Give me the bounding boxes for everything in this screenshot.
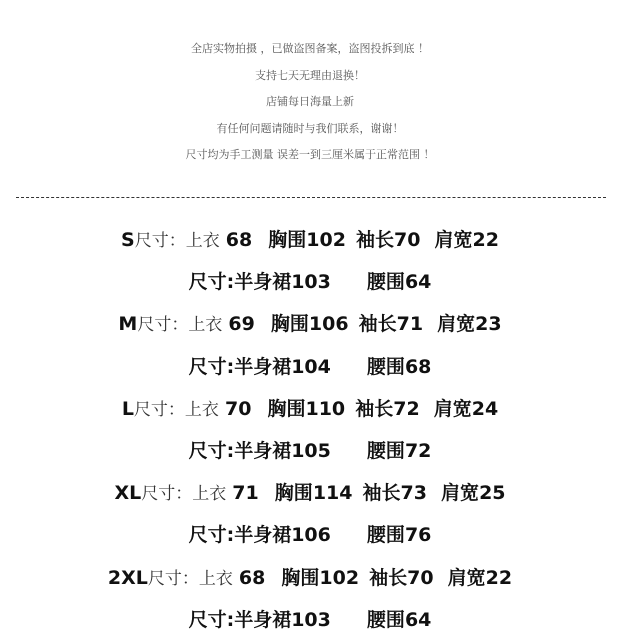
skirt-label: 尺寸:半身裙 xyxy=(188,271,292,294)
size-block-xl xyxy=(0,475,620,559)
skirt-measure-row xyxy=(0,517,620,559)
skirt-label: 尺寸:半身裙 xyxy=(188,439,292,462)
top-length-value: 70 xyxy=(224,397,252,420)
size-label: 尺寸 xyxy=(134,231,169,251)
size-code: 2XL xyxy=(107,566,148,589)
top-length-value: 69 xyxy=(228,313,255,336)
sleeve-label: 袖长 xyxy=(369,566,408,589)
size-block-l xyxy=(0,391,620,475)
shoulder-value: 22 xyxy=(472,229,499,251)
bust-value: 102 xyxy=(306,229,346,251)
notice-real-photos: 全店实物拍摄 ，已做盗图备案，盗图投拆到底 ！ xyxy=(191,42,429,55)
store-notices xyxy=(0,36,620,169)
top-measure-row xyxy=(0,475,620,517)
waist-value: 68 xyxy=(404,355,432,378)
skirt-length-value: 105 xyxy=(291,439,331,462)
size-label: 尺寸 xyxy=(133,399,168,420)
skirt-length-value: 103 xyxy=(291,271,331,294)
waist-label: 腰围 xyxy=(366,524,405,547)
sleeve-value: 72 xyxy=(393,397,420,420)
waist-value: 64 xyxy=(404,271,432,294)
bust-label: 胸围 xyxy=(267,397,306,420)
dashed-divider xyxy=(16,197,606,198)
waist-value: 72 xyxy=(404,439,432,462)
top-measure-row xyxy=(0,391,620,433)
skirt-measure-row xyxy=(0,602,620,644)
waist-value: 76 xyxy=(404,524,432,547)
skirt-length-value: 104 xyxy=(291,355,331,378)
sleeve-label: 袖长 xyxy=(355,397,394,420)
size-code: S xyxy=(121,229,135,251)
size-chart xyxy=(0,222,620,644)
bust-label: 胸围 xyxy=(281,566,320,589)
sleeve-value: 70 xyxy=(394,229,421,251)
shoulder-value: 22 xyxy=(485,566,513,589)
bust-label: 胸围 xyxy=(268,229,307,251)
bust-value: 106 xyxy=(308,313,349,336)
skirt-length-value: 103 xyxy=(291,608,331,631)
bust-value: 114 xyxy=(312,482,353,505)
sleeve-label: 袖长 xyxy=(355,229,394,251)
waist-label: 腰围 xyxy=(366,439,405,462)
skirt-measure-row xyxy=(0,433,620,475)
shoulder-label: 肩宽 xyxy=(441,482,480,505)
top-measure-row xyxy=(0,222,620,264)
top-length-value: 71 xyxy=(232,482,259,505)
notice-returns: 支持七天无理由退换！ xyxy=(255,68,365,82)
skirt-length-value: 106 xyxy=(291,524,331,547)
bust-label: 胸围 xyxy=(270,313,309,336)
notice-measurement: 尺寸均为手工测量 误差一到三厘米属于正常范围 ！ xyxy=(185,148,435,161)
shoulder-value: 25 xyxy=(479,482,506,505)
bust-value: 110 xyxy=(305,397,346,420)
shoulder-value: 24 xyxy=(471,397,499,420)
top-label: ：上衣 xyxy=(171,315,223,336)
size-code: L xyxy=(121,397,134,420)
sleeve-value: 71 xyxy=(396,313,424,336)
waist-label: 腰围 xyxy=(366,608,405,631)
top-label: ：上衣 xyxy=(167,399,219,420)
size-code: XL xyxy=(114,482,142,505)
top-measure-row xyxy=(0,306,620,348)
size-block-s xyxy=(0,222,620,306)
top-length-value: 68 xyxy=(238,566,266,589)
skirt-label: 尺寸:半身裙 xyxy=(188,355,292,378)
top-label: ：上衣 xyxy=(175,484,227,505)
size-block-m xyxy=(0,306,620,390)
sleeve-label: 袖长 xyxy=(362,482,401,505)
shoulder-label: 肩宽 xyxy=(447,566,486,589)
size-code: M xyxy=(118,313,138,336)
bust-value: 102 xyxy=(319,566,360,589)
shoulder-label: 肩宽 xyxy=(434,229,473,251)
shoulder-value: 23 xyxy=(475,313,502,336)
skirt-measure-row xyxy=(0,349,620,391)
sleeve-value: 70 xyxy=(407,566,434,589)
waist-label: 腰围 xyxy=(366,355,405,378)
waist-label: 腰围 xyxy=(366,271,405,294)
size-label: 尺寸 xyxy=(141,484,176,505)
top-label: ：上衣 xyxy=(181,568,233,589)
top-measure-row xyxy=(0,560,620,602)
sleeve-label: 袖长 xyxy=(358,313,397,336)
size-block-2xl xyxy=(0,560,620,644)
skirt-label: 尺寸:半身裙 xyxy=(188,608,292,631)
bust-label: 胸围 xyxy=(274,482,313,505)
waist-value: 64 xyxy=(404,608,432,631)
size-label: 尺寸 xyxy=(137,315,172,336)
notice-contact: 有任何问题请随时与我们联系，谢谢！ xyxy=(216,121,404,135)
notice-new-arrivals: 店铺每日海量上新 xyxy=(266,95,354,108)
size-label: 尺寸 xyxy=(147,568,182,589)
sleeve-value: 73 xyxy=(400,482,427,505)
skirt-label: 尺寸:半身裙 xyxy=(188,524,292,547)
top-label: ：上衣 xyxy=(168,231,220,251)
shoulder-label: 肩宽 xyxy=(437,313,476,336)
skirt-measure-row xyxy=(0,264,620,306)
top-length-value: 68 xyxy=(225,229,253,251)
shoulder-label: 肩宽 xyxy=(433,397,472,420)
